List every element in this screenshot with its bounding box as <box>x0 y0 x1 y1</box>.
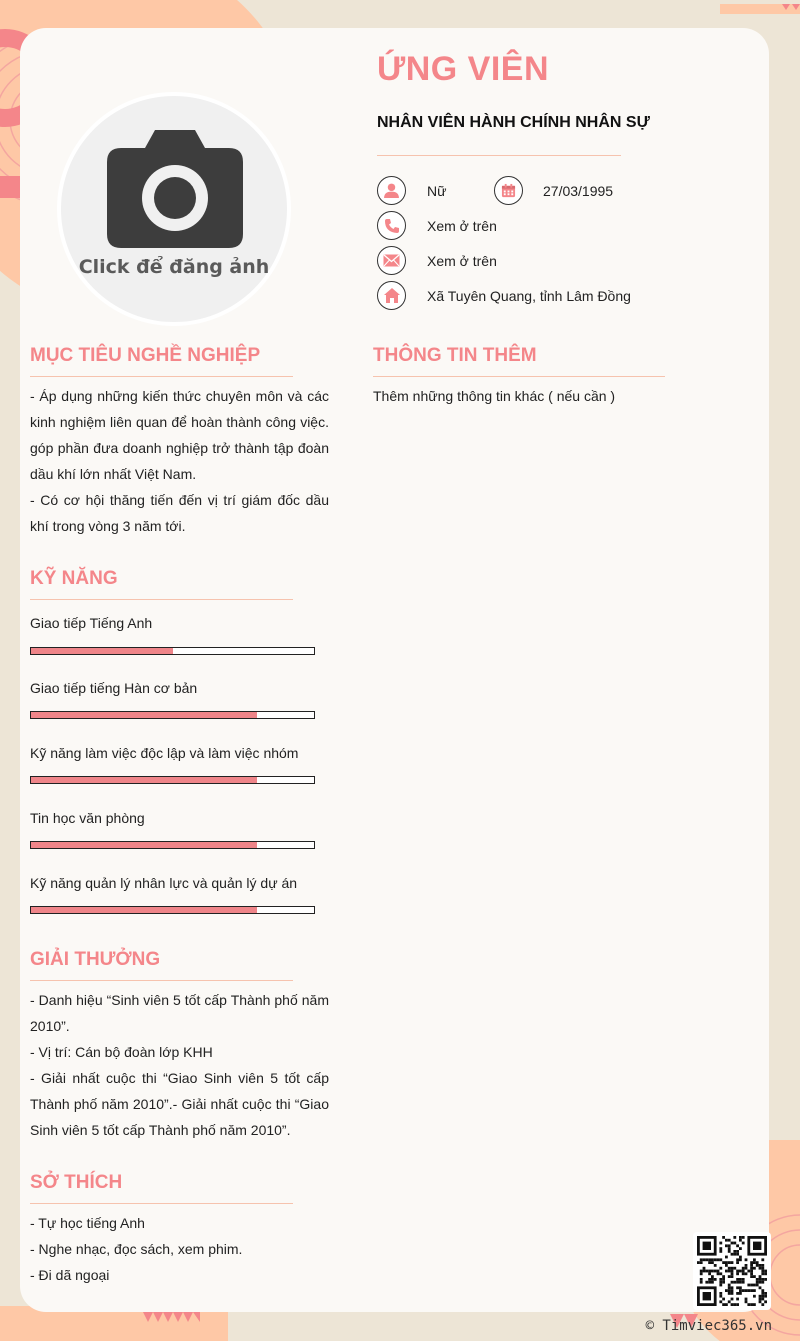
top-right-decoration <box>720 0 800 14</box>
gender-value: Nữ <box>427 183 447 199</box>
phone-icon <box>377 211 406 240</box>
hobbies-list <box>30 1210 242 1288</box>
hobbies-title: SỞ THÍCH <box>30 1172 123 1193</box>
skill-name: Giao tiếp tiếng Hàn cơ bản <box>30 680 198 696</box>
skill-name: Kỹ năng làm việc độc lập và làm việc nhóm <box>30 745 299 761</box>
skill-name: Giao tiếp Tiếng Anh <box>30 615 153 631</box>
skill-name: Tin học văn phòng <box>30 810 145 826</box>
hobby-item: - Đi dã ngoại <box>30 1267 110 1283</box>
header-divider <box>377 155 621 156</box>
job-position: NHÂN VIÊN HÀNH CHÍNH NHÂN SỰ <box>377 114 650 131</box>
photo-upload[interactable] <box>57 92 291 326</box>
email-icon <box>377 246 406 275</box>
calendar-icon <box>494 176 523 205</box>
objective-text <box>30 383 329 539</box>
objective-line: - Áp dụng những kiến thức chuyên môn và các kinh nghiệm liên quan để hoàn thành công việc. góp phần đưa doanh nghiệp trở thành tập đoàn dầu khí lớn nhất Việt Nam. <box>30 388 329 482</box>
skill-bar <box>30 776 315 784</box>
extra-divider <box>373 376 665 377</box>
award-line: - Vị trí: Cán bộ đoàn lớp KHH <box>30 1044 213 1060</box>
objective-divider <box>30 376 293 377</box>
home-icon <box>377 281 406 310</box>
objective-title: MỤC TIÊU NGHỀ NGHIỆP <box>30 345 261 366</box>
skill-bar <box>30 841 315 849</box>
extra-title: THÔNG TIN THÊM <box>373 345 537 366</box>
copyright-footer: © Timviec365.vn <box>645 1318 772 1334</box>
awards-divider <box>30 980 293 981</box>
photo-caption: Click để đăng ảnh <box>78 256 270 278</box>
skill-bar-fill <box>31 648 173 654</box>
skill-name: Kỹ năng quản lý nhân lực và quản lý dự án <box>30 875 298 891</box>
address-value: Xã Tuyên Quang, tỉnh Lâm Đồng <box>427 288 631 304</box>
awards-text <box>30 987 329 1143</box>
award-line: - Danh hiệu “Sinh viên 5 tốt cấp Thành phố năm 2010”. <box>30 992 329 1034</box>
skills-title: KỸ NĂNG <box>30 568 118 589</box>
skill-bar-fill <box>31 842 257 848</box>
hobbies-divider <box>30 1203 293 1204</box>
hobby-item: - Tự học tiếng Anh <box>30 1215 145 1231</box>
camera-icon <box>107 130 243 248</box>
birthday-value: 27/03/1995 <box>543 183 614 199</box>
skill-bar-fill <box>31 777 257 783</box>
skill-bar <box>30 711 315 719</box>
skill-bar-fill <box>31 712 257 718</box>
award-line: - Giải nhất cuộc thi “Giao Sinh viên 5 tốt cấp Thành phố năm 2010”.- Giải nhất cuộc thi “Giao Sinh viên 5 tốt cấp Thành phố năm 2010”. <box>30 1070 329 1138</box>
skill-bar <box>30 647 315 655</box>
email-value: Xem ở trên <box>427 253 497 269</box>
skills-divider <box>30 599 293 600</box>
skill-bar <box>30 906 315 914</box>
extra-text: Thêm những thông tin khác ( nếu cần ) <box>373 388 616 404</box>
awards-title: GIẢI THƯỞNG <box>30 949 161 970</box>
objective-line: - Có cơ hội thăng tiến đến vị trí giám đốc dầu khí trong vòng 3 năm tới. <box>30 492 329 534</box>
hobby-item: - Nghe nhạc, đọc sách, xem phim. <box>30 1241 243 1257</box>
gender-icon <box>377 176 406 205</box>
skill-bar-fill <box>31 907 257 913</box>
qr-code <box>693 1232 771 1310</box>
candidate-name: ỨNG VIÊN <box>377 50 550 88</box>
phone-value: Xem ở trên <box>427 218 497 234</box>
